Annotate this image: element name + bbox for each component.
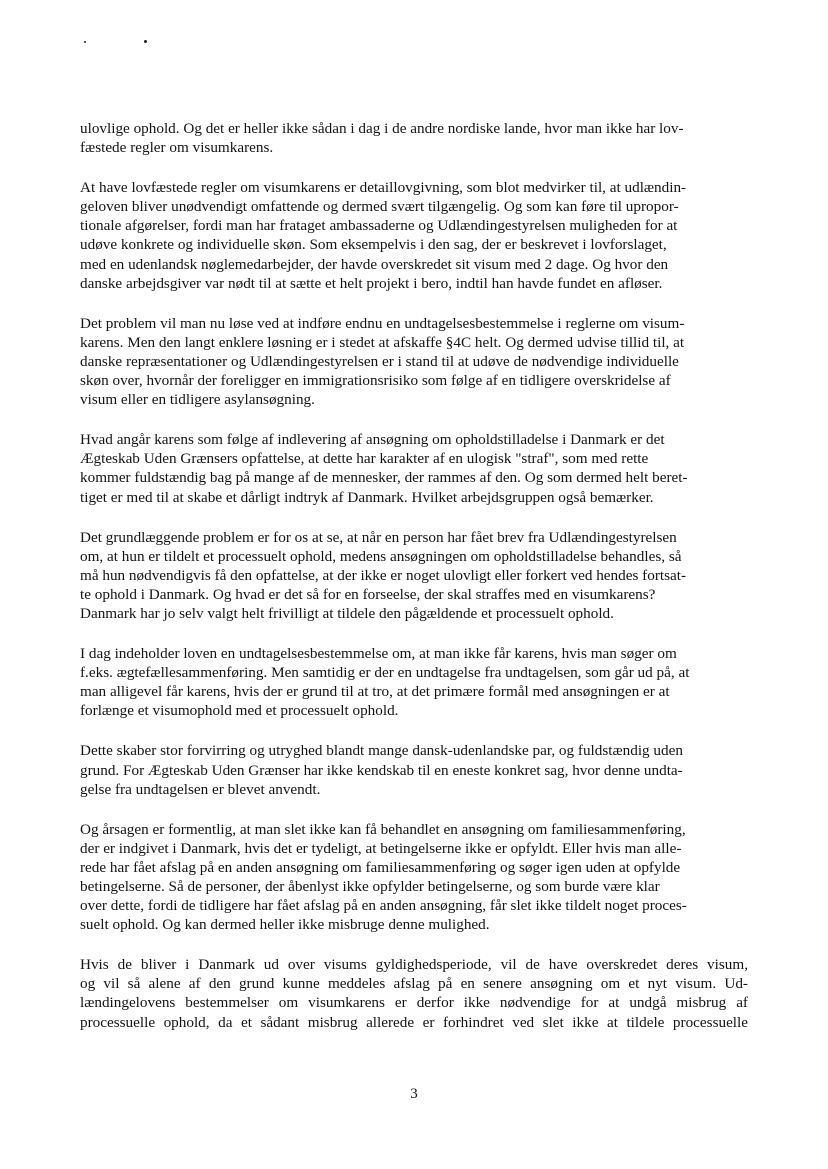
paragraph-undtagelse: I dag indeholder loven en undtagelsesbestemmelse om, at man ikke får karens, hvis man søger om f.eks. ægtefællesammenføring. Men samtidig er der en undtagelse fra undtagelsen, som går ud på, at man alligevel får karens, hvis der er grund til at tro, at det primære formål med ansøgningen er at forlænge et visumophold med et processuelt ophold. (80, 645, 690, 720)
scan-speck (84, 41, 86, 43)
paragraph-detaillovgivning: At have lovfæstede regler om visumkarens er detaillovgivning, som blot medvirker til, at udlændin- geloven bliver unødvendigt omfattende og dermed svært tilgængelig. Og som kan føre til upropor- tionale afgørelser, fordi man har frataget ambassaderne og Udlændingestyrelsen muligheden for at udøve konkrete og individuelle skøn. Som eksempelvis i den sag, der er beskrevet i lovforslaget, med en udenlandsk nøglemedarbejder, der havde overskredet sit visum med 2 dage. Og hvor den danske arbejdsgiver var nødt til at sætte et helt projekt i bero, indtil han havde fundet en afløser. (80, 179, 687, 292)
paragraph-continuation: ulovlige ophold. Og det er heller ikke sådan i dag i de andre nordiske lande, hvor man ikke har lov- fæstede regler om visumkarens. (80, 120, 684, 157)
paragraph-karens-ansoegning: Hvad angår karens som følge af indlevering af ansøgning om opholdstilladelse i Danmark er det Ægteskab Uden Grænsers opfattelse, at dette har karakter af en ulogisk "straf", som med rette kommer fuldstændig bag på mange af de mennesker, der rammes af den. Og som dermed helt beret- tiget er med til at skabe et dårligt indtryk af Danmark. Hvilket arbejdsgruppen også bemærker. (80, 431, 688, 506)
paragraph-aarsagen: Og årsagen er formentlig, at man slet ikke kan få behandlet en ansøgning om familiesammenføring, der er indgivet i Danmark, hvis det er tydeligt, at betingelserne ikke er opfyldt. Eller hvis man alle- rede har fået afslag på en anden ansøgning om familiesammenføring og søger igen uden at opfylde betingelserne. Så de personer, der åbenlyst ikke opfylder betingelserne, og som burde være klar over dette, fordi de tidligere har fået afslag på en anden ansøgning, får slet ikke tildelt noget proces- suelt ophold. Og kan dermed heller ikke misbruge denne mulighed. (80, 820, 687, 934)
paragraph-undtagelsesbestemmelse: Det problem vil man nu løse ved at indføre endnu en undtagelsesbestemmelse i reglerne om visum- karens. Men den langt enklere løsning er i stedet at afskaffe §4C helt. Og dermed udvise tillid til, at danske repræsentationer og Udlændingestyrelsen er i stand til at udøve de nødvendige individuelle skøn over, hvornår der foreligger en immigrationsrisiko som følge af en tidligere overskridelse af visum eller en tidligere asylansøgning. (80, 314, 685, 409)
paragraph-gyldighedsperiode: Hvis de bliver i Danmark ud over visums gyldighedsperiode, vil de have overskredet deres visum, og vil så alene af den grund kunne meddeles afslag på en senere ansøgning om et nyt visum. Ud- lændingelovens bestemmelser om visumkarens er derfor ikke nødvendige for at undgå misbrug af processuelle ophold, da et sådant misbrug allerede er forhindret ved slet ikke at tildele processuelle (80, 956, 748, 1031)
paragraph-forvirring: Dette skaber stor forvirring og utryghed blandt mange dansk-udenlandske par, og fuldstændig uden grund. For Ægteskab Uden Grænser har ikke kendskab til en eneste konkret sag, hvor denne undta- gelse fra undtagelsen er blevet anvendt. (80, 742, 683, 798)
scan-speck (144, 40, 147, 43)
paragraph-grundlaeggende-problem: Det grundlæggende problem er for os at se, at når en person har fået brev fra Udlændingestyrelsen om, at hun er tildelt et processuelt ophold, medens ansøgningen om opholdstilladelse behandles, så må hun nødvendigvis få den opfattelse, at der ikke er noget ulovligt eller forkert ved hendes fortsat- te ophold i Danmark. Og hvad er det så for en forseelse, der skal straffes med en visumkarens? Danmark har jo selv valgt helt frivilligt at tildele den pågældende et processuelt ophold. (80, 528, 687, 622)
page-number: 3 (410, 1086, 418, 1102)
document-body (80, 119, 748, 1032)
